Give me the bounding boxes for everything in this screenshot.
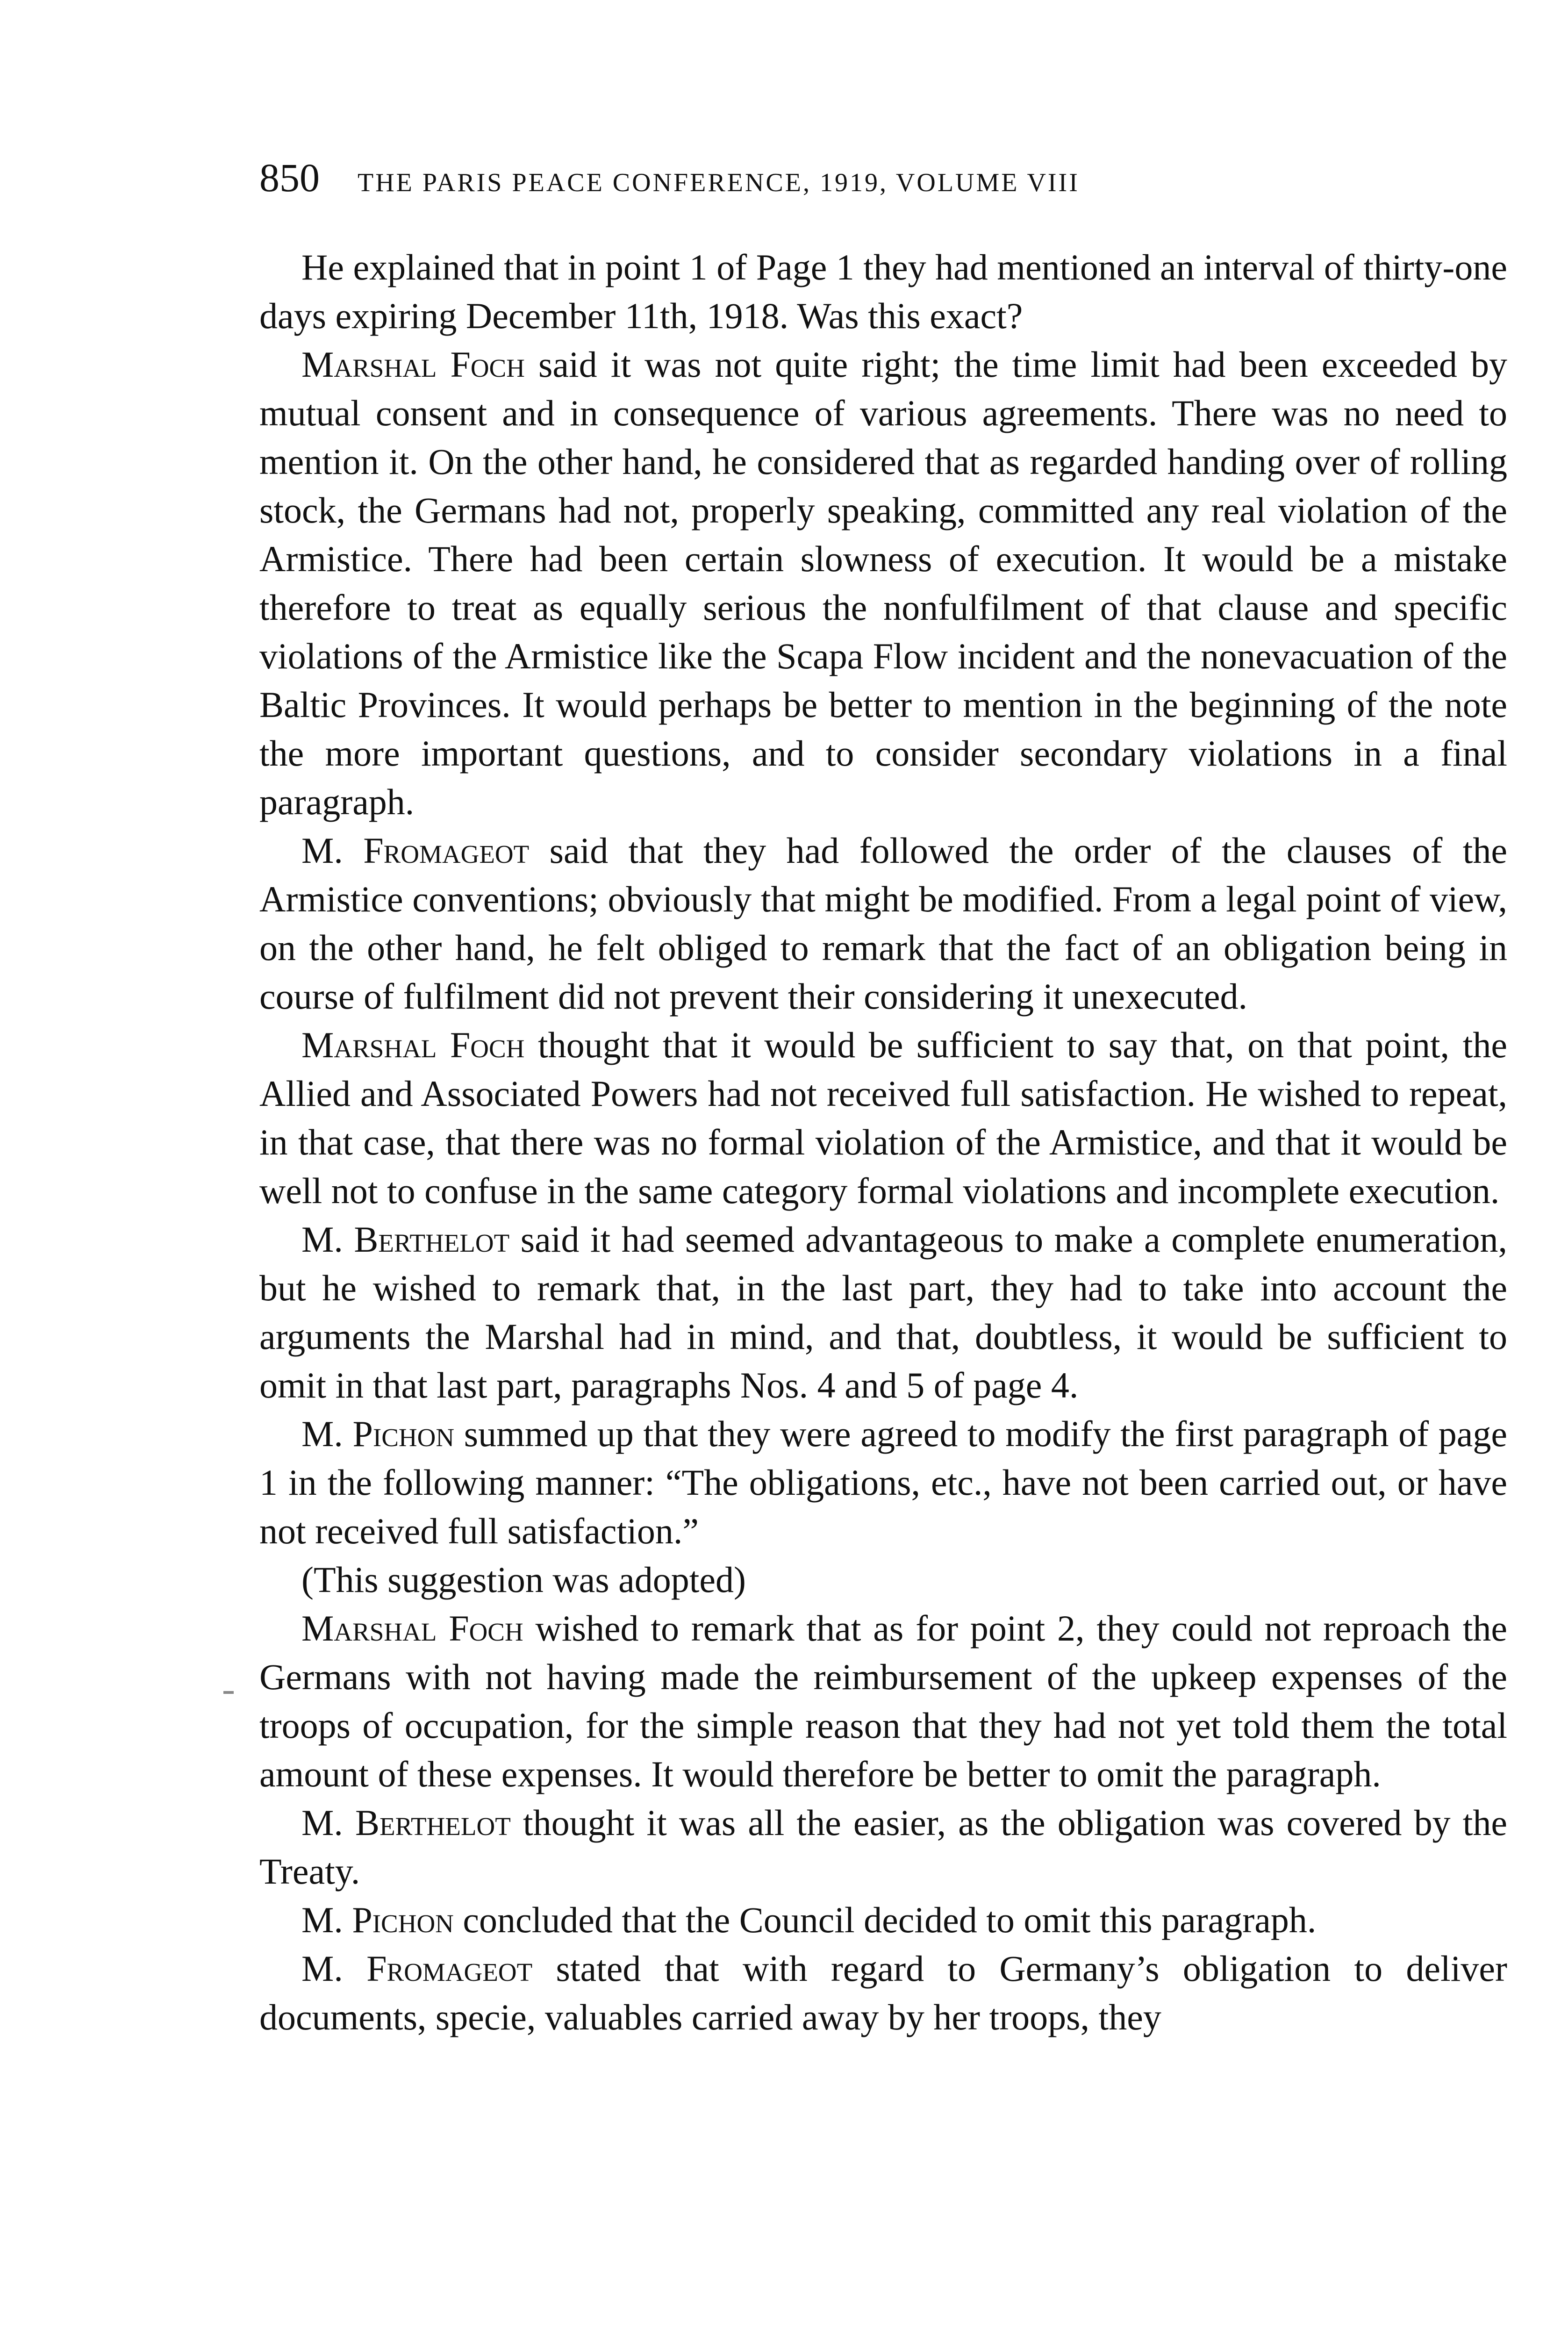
speaker-name: M. Berthelot bbox=[301, 1802, 511, 1843]
paragraph-text: stated that with regard to Germany’s obligation to deliver documents, specie, valuables carried away by her troops, they bbox=[259, 1948, 1507, 2037]
paragraph-text: He explained that in point 1 of Page 1 they had mentioned an interval of thirty-one days expiring December 11th, 1918. Was this exact? bbox=[259, 247, 1507, 336]
paragraph-text: thought it was all the easier, as the obligation was covered by the Treaty. bbox=[259, 1802, 1507, 1892]
paragraph-11 bbox=[259, 1944, 1507, 2042]
paragraph-7 bbox=[259, 1556, 1507, 1604]
paragraph-text: said it had seemed advantageous to make a complete enumeration, but he wished to remark that, in the last part, they had to take into account the arguments the Marshal had in mind, and that, doubtless, it would be sufficient to omit in that last part, paragraphs Nos. 4 and 5 of page 4. bbox=[259, 1219, 1507, 1405]
paragraph-1 bbox=[259, 243, 1507, 340]
paragraph-text: said that they had followed the order of the clauses of the Armistice conventions; obviously that might be modified. From a legal point of view, on the other hand, he felt obliged to remark that the fact of an obligation being in course of fulfilment did not prevent their considering it unexecuted. bbox=[259, 830, 1507, 1017]
paragraph-4 bbox=[259, 1021, 1507, 1215]
paragraph-text: (This suggestion was adopted) bbox=[301, 1559, 746, 1600]
speaker-name: Marshal Foch bbox=[301, 1608, 523, 1649]
speaker-name: M. Fromageot bbox=[301, 1948, 533, 1989]
paragraph-text: thought that it would be sufficient to say that, on that point, the Allied and Associated Powers had not received full satisfaction. He wished to repeat, in that case, that there was no formal violation of the Armistice, and that it would be well not to confuse in the same category formal violations and incomplete execution. bbox=[259, 1025, 1507, 1211]
running-title: THE PARIS PEACE CONFERENCE, 1919, VOLUME VIII bbox=[358, 168, 1080, 197]
speaker-name: Marshal Foch bbox=[301, 1025, 525, 1065]
speaker-name: M. Pichon bbox=[301, 1900, 454, 1940]
paragraph-5 bbox=[259, 1215, 1507, 1410]
paragraph-10 bbox=[259, 1896, 1507, 1944]
paragraph-text: concluded that the Council decided to omit this paragraph. bbox=[453, 1900, 1317, 1940]
document-page bbox=[259, 154, 1507, 2042]
margin-mark bbox=[223, 1691, 234, 1694]
paragraph-9 bbox=[259, 1799, 1507, 1896]
paragraph-2 bbox=[259, 340, 1507, 826]
speaker-name: M. Fromageot bbox=[301, 830, 530, 871]
paragraph-text: wished to remark that as for point 2, they could not reproach the Germans with not having made the reimbursement of the upkeep expenses of the troops of occupation, for the simple reason that they had not yet told them the total amount of these expenses. It would therefore be better to omit the paragraph. bbox=[259, 1608, 1507, 1794]
page-number: 850 bbox=[259, 155, 320, 200]
running-head bbox=[259, 154, 1507, 215]
speaker-name: Marshal Foch bbox=[301, 344, 525, 385]
body-text bbox=[259, 243, 1507, 2042]
paragraph-3 bbox=[259, 826, 1507, 1021]
paragraph-6 bbox=[259, 1410, 1507, 1556]
paragraph-text: summed up that they were agreed to modify the first paragraph of page 1 in the following manner: “The obligations, etc., have not been carried out, or have not received full satisfaction.” bbox=[259, 1413, 1507, 1551]
paragraph-text: said it was not quite right; the time limit had been exceeded by mutual consent and in consequence of various agreements. There was no need to mention it. On the other hand, he considered that as regarded handing over of rolling stock, the Germans had not, properly speaking, committed any real violation of the Armistice. There had been certain slowness of execution. It would be a mistake therefore to treat as equally serious the nonfulfilment of that clause and specific violations of the Armistice like the Scapa Flow incident and the nonevacuation of the Baltic Provinces. It would perhaps be better to mention in the beginning of the note the more important questions, and to consider secondary violations in a final paragraph. bbox=[259, 344, 1507, 822]
paragraph-8 bbox=[259, 1604, 1507, 1799]
speaker-name: M. Berthelot bbox=[301, 1219, 510, 1260]
speaker-name: M. Pichon bbox=[301, 1413, 455, 1454]
